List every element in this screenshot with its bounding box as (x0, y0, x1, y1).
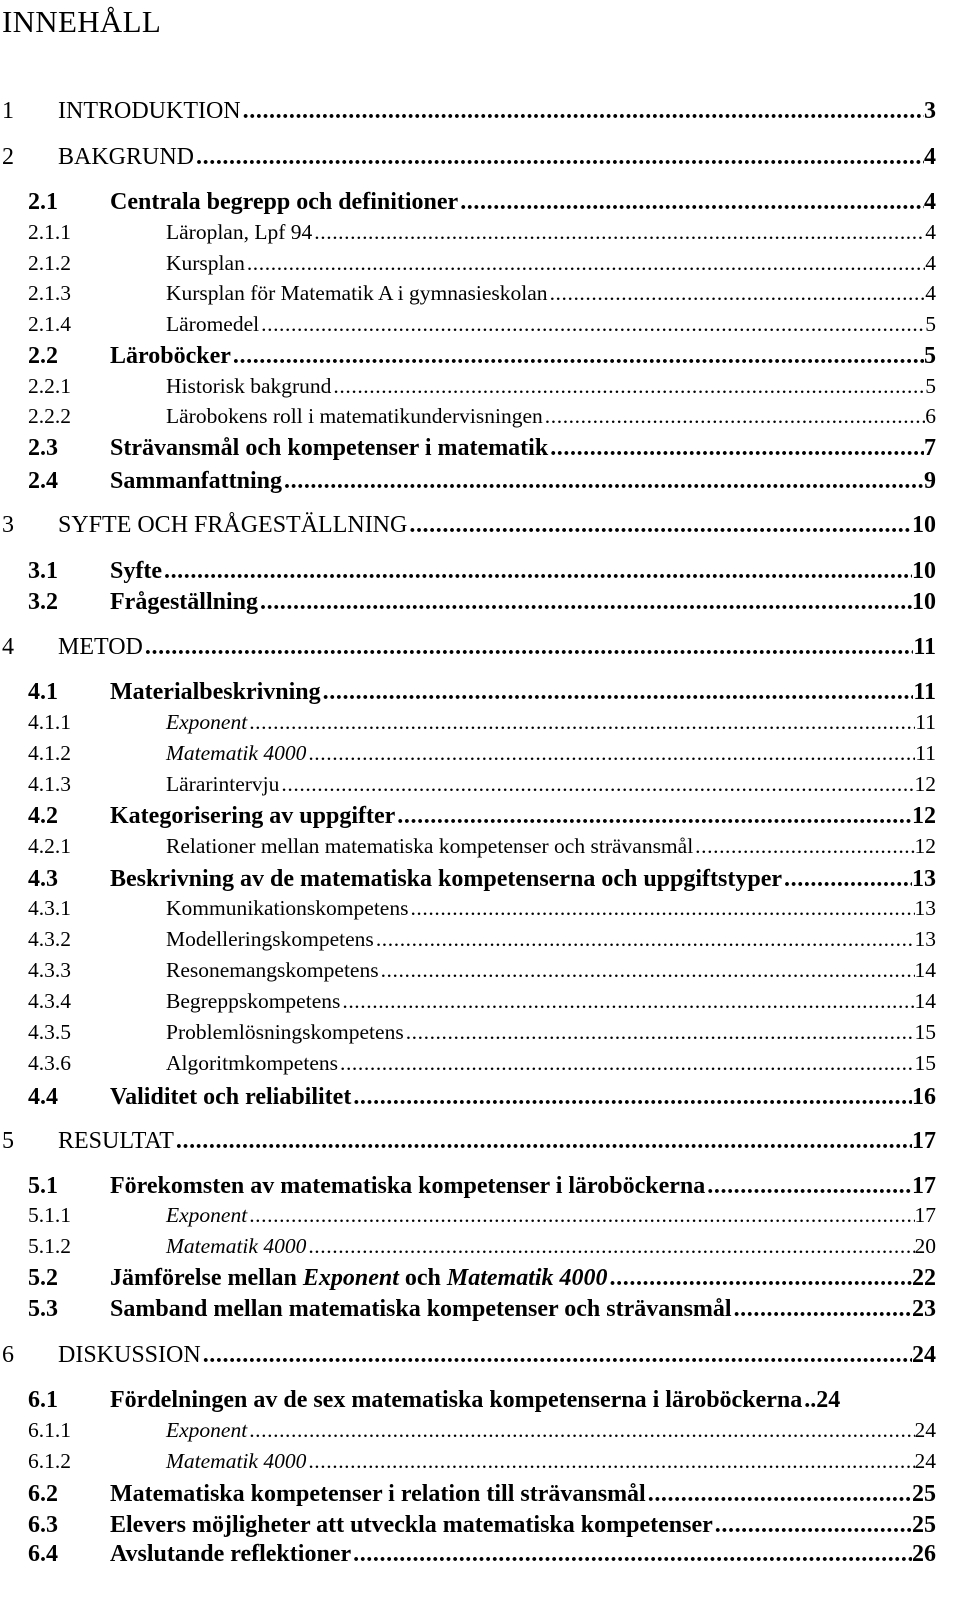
toc-entry[interactable] (28, 1173, 936, 1203)
toc-entry-title: DISKUSSION (58, 1342, 201, 1368)
toc-entry[interactable] (28, 589, 936, 619)
toc-page-number: 24 (912, 1342, 936, 1368)
toc-entry[interactable] (28, 1265, 936, 1295)
toc-entry-title-part: Jämförelse mellan (110, 1265, 303, 1291)
toc-entry[interactable] (28, 220, 936, 250)
toc-entry[interactable] (28, 958, 936, 988)
toc-entry-title-part: Matematik 4000 (446, 1265, 608, 1291)
toc-entry-number: 3.1 (28, 558, 58, 584)
toc-dot-leader (323, 679, 914, 706)
toc-page-number: 25 (912, 1481, 936, 1507)
toc-entry-number: 6 (2, 1342, 14, 1368)
toc-entry[interactable] (28, 1512, 936, 1542)
toc-entry-title: Sammanfattning (110, 468, 283, 494)
toc-entry[interactable] (2, 512, 936, 542)
toc-entry[interactable] (2, 144, 936, 174)
toc-dot-leader (308, 741, 915, 766)
toc-entry-title: Kursplan för Matematik A i gymnasieskolan (166, 281, 548, 305)
toc-entry[interactable] (28, 435, 936, 465)
toc-dot-leader (308, 1234, 914, 1259)
toc-dot-leader (314, 220, 925, 245)
toc-dot-leader (233, 343, 924, 370)
toc-page-number: 11 (915, 710, 936, 734)
toc-entry[interactable] (28, 710, 936, 740)
toc-entry[interactable] (2, 1342, 936, 1372)
toc-entry-number: 2.2 (28, 343, 58, 369)
toc-entry-number: 4.1 (28, 679, 58, 705)
toc-entry-title-part: och (398, 1265, 447, 1291)
toc-page-number: 4 (925, 281, 936, 305)
toc-entry-title: Begreppskompetens (166, 989, 341, 1013)
toc-entry[interactable] (28, 1084, 936, 1114)
toc-page-number: 23 (912, 1296, 936, 1322)
toc-entry-title: Elevers möjligheter att utveckla matematiska kompetenser (110, 1512, 713, 1538)
toc-entry-title: Historisk bakgrund (166, 374, 332, 398)
toc-entry[interactable] (28, 1234, 936, 1264)
toc-dot-leader (406, 1020, 915, 1045)
toc-entry-title: Kursplan (166, 251, 245, 275)
toc-entry-number: 4.3.4 (28, 989, 71, 1013)
toc-entry[interactable] (28, 1541, 936, 1571)
toc-entry[interactable] (28, 1203, 936, 1233)
toc-entry[interactable] (28, 1449, 936, 1479)
toc-page-number: 17 (912, 1128, 936, 1154)
page-title: INNEHÅLL (2, 4, 162, 39)
toc-entry-number: 4.1.1 (28, 710, 71, 734)
toc-entry-title: Matematiska kompetenser i relation till strävansmål (110, 1481, 646, 1507)
toc-entry-title: SYFTE OCH FRÅGESTÄLLNING (58, 512, 408, 538)
toc-dot-leader (261, 312, 925, 337)
toc-page-number: 26 (912, 1541, 936, 1567)
toc-entry-number: 6.4 (28, 1541, 58, 1567)
toc-entry-number: 2.2.2 (28, 404, 71, 428)
toc-entry-title: Kommunikationskompetens (166, 896, 409, 920)
toc-entry-number: 4.3 (28, 866, 58, 892)
toc-entry-number: 5.1 (28, 1173, 58, 1199)
toc-entry-number: 6.1.1 (28, 1418, 71, 1442)
toc-dot-leader (249, 710, 915, 735)
toc-page-number: 25 (912, 1512, 936, 1538)
toc-entry-number: 5.2 (28, 1265, 58, 1291)
toc-entry[interactable] (28, 189, 936, 219)
toc-entry-number: 2.1.2 (28, 251, 71, 275)
toc-entry-number: 2.1.4 (28, 312, 71, 336)
toc-page-number: 15 (914, 1051, 936, 1075)
toc-entry-title: Matematik 4000 (166, 741, 307, 765)
toc-dot-leader (196, 144, 924, 171)
toc-entry[interactable] (28, 834, 936, 864)
toc-page-number: 11 (913, 634, 936, 660)
toc-page-number: 10 (912, 512, 936, 538)
toc-page-number: 4 (925, 220, 936, 244)
toc-page-number: 12 (914, 772, 936, 796)
toc-entry-title: Matematik 4000 (166, 1449, 307, 1473)
toc-entry-title: Lärarintervju (166, 772, 280, 796)
toc-entry-title: Kategorisering av uppgifter (110, 803, 396, 829)
toc-dot-leader (281, 772, 914, 797)
toc-page-number: 4 (924, 189, 936, 215)
toc-entry-number: 6.2 (28, 1481, 58, 1507)
toc-entry[interactable] (28, 989, 936, 1019)
toc-entry[interactable] (28, 404, 936, 434)
toc-entry-title: Läroböcker (110, 343, 231, 369)
toc-page-number: 5 (924, 343, 936, 369)
toc-dot-leader (707, 1173, 912, 1200)
toc-page-number: 15 (914, 1020, 936, 1044)
toc-entry-title-part: Exponent (302, 1265, 399, 1291)
toc-entry-number: 2.4 (28, 468, 58, 494)
toc-dot-leader (308, 1449, 914, 1474)
toc-entry[interactable] (28, 1296, 936, 1326)
toc-entry-title: Modelleringskompetens (166, 927, 374, 951)
toc-entry[interactable] (28, 1051, 936, 1081)
toc-entry[interactable] (28, 468, 936, 498)
toc-entry[interactable] (28, 679, 936, 709)
toc-entry-number: 2.1.1 (28, 220, 71, 244)
toc-dot-leader (284, 468, 924, 495)
toc-dot-leader (249, 1418, 914, 1443)
toc-entry-title: Samband mellan matematiska kompetenser och strävansmål (110, 1296, 732, 1322)
toc-dot-leader (333, 374, 925, 399)
toc-page-number: 24 (816, 1387, 841, 1413)
toc-page-number: 5 (925, 374, 936, 398)
toc-entry-number: 5.1.2 (28, 1234, 71, 1258)
toc-entry-title: Avslutande reflektioner (110, 1541, 352, 1567)
toc-entry[interactable] (28, 312, 936, 342)
toc-dot-leader (340, 1051, 915, 1076)
toc-entry-number: 3.2 (28, 589, 58, 615)
toc-page-number: 14 (914, 958, 936, 982)
toc-dot-leader (249, 1203, 914, 1228)
toc-dot-leader (145, 634, 913, 661)
toc-dot-leader (247, 251, 925, 276)
toc-entry-number: 6.1.2 (28, 1449, 71, 1473)
toc-entry-title: Lärobokens roll i matematikundervisningen (166, 404, 543, 428)
toc-entry-number: 4.2.1 (28, 834, 71, 858)
toc-entry-title: Frågeställning (110, 589, 258, 615)
toc-entry-title (110, 1265, 610, 1292)
toc-entry-title: Strävansmål och kompetenser i matematik (110, 435, 549, 461)
toc-page-number: 13 (914, 927, 936, 951)
toc-entry-number: 2.2.1 (28, 374, 71, 398)
toc-entry-title: Validitet och reliabilitet (110, 1084, 352, 1110)
toc-dot-leader (243, 98, 924, 125)
toc-dot-leader (784, 866, 912, 893)
toc-dot-leader (610, 1265, 912, 1292)
toc-entry-number: 5 (2, 1128, 14, 1154)
toc-dot-leader (460, 189, 924, 216)
toc-page-number: 14 (914, 989, 936, 1013)
toc-entry[interactable] (2, 1128, 936, 1158)
toc-page-number: 3 (924, 98, 936, 124)
toc-entry[interactable] (28, 281, 936, 311)
toc-entry-title: Algoritmkompetens (166, 1051, 338, 1075)
toc-entry[interactable] (28, 803, 936, 833)
toc-page-number: 11 (915, 741, 936, 765)
toc-entry-title: Relationer mellan matematiska kompetenser och strävansmål (166, 834, 694, 858)
toc-entry-title: Beskrivning av de matematiska kompetenserna och uppgiftstyper (110, 866, 783, 892)
toc-entry-title: Förekomsten av matematiska kompetenser i läroböckerna (110, 1173, 706, 1199)
toc-entry-number: 5.3 (28, 1296, 58, 1322)
toc-entry[interactable] (28, 772, 936, 802)
toc-entry-number: 4.4 (28, 1084, 58, 1110)
toc-page-number: 20 (914, 1234, 936, 1258)
toc-page-number: 12 (914, 834, 936, 858)
toc-entry-title: Syfte (110, 558, 162, 584)
toc-entry[interactable] (28, 896, 936, 926)
toc-entry[interactable] (2, 98, 936, 128)
toc-entry-number: 3 (2, 512, 14, 538)
toc-entry-number: 4.2 (28, 803, 58, 829)
toc-dot-leader: .. (804, 1387, 817, 1413)
toc-page-number: 6 (925, 404, 936, 428)
toc-page-number: 16 (912, 1084, 936, 1110)
toc-entry[interactable] (28, 251, 936, 281)
toc-entry-number: 2.1.3 (28, 281, 71, 305)
toc-entry-title: BAKGRUND (58, 144, 195, 170)
toc-dot-leader (545, 404, 925, 429)
toc-dot-leader (410, 896, 914, 921)
toc-page-number: 9 (924, 468, 936, 494)
toc-page-number: 13 (914, 896, 936, 920)
toc-entry-title: Matematik 4000 (166, 1234, 307, 1258)
toc-entry-number: 4.3.2 (28, 927, 71, 951)
toc-page-number: 4 (925, 251, 936, 275)
toc-entry-title: INTRODUKTION (58, 98, 241, 124)
toc-entry-title: Exponent (166, 710, 248, 734)
toc-entry[interactable] (28, 558, 936, 588)
toc-entry-number: 4.3.3 (28, 958, 71, 982)
toc-entry-title: Exponent (166, 1203, 248, 1227)
toc-entry-number: 6.1 (28, 1387, 58, 1413)
toc-page-number: 4 (924, 144, 936, 170)
toc-dot-leader (353, 1084, 912, 1111)
toc-entry-title: Centrala begrepp och definitioner (110, 189, 459, 215)
toc-page-number: 11 (913, 679, 936, 705)
toc-page-number: 5 (925, 312, 936, 336)
toc-dot-leader (176, 1128, 912, 1155)
toc-dot-leader (550, 281, 926, 306)
toc-entry-number: 4.1.3 (28, 772, 71, 796)
toc-page-number: 24 (914, 1449, 936, 1473)
toc-entry-title: Exponent (166, 1418, 248, 1442)
toc-entry[interactable] (2, 634, 936, 664)
toc-entry-number: 2 (2, 144, 14, 170)
toc-dot-leader (734, 1296, 912, 1323)
toc-page-number: 10 (912, 589, 936, 615)
toc-entry[interactable] (28, 1481, 936, 1511)
toc-page-number: 13 (912, 866, 936, 892)
toc-entry-number: 2.1 (28, 189, 58, 215)
toc-dot-leader (648, 1481, 912, 1508)
toc-entry-number: 4.3.5 (28, 1020, 71, 1044)
toc-entry-number: 5.1.1 (28, 1203, 71, 1227)
toc-page-number: 17 (914, 1203, 936, 1227)
toc-entry-title: Läroplan, Lpf 94 (166, 220, 313, 244)
toc-page-number: 24 (914, 1418, 936, 1442)
toc-entry-number: 2.3 (28, 435, 58, 461)
toc-entry-number: 1 (2, 98, 14, 124)
toc-entry-title: Resonemangskompetens (166, 958, 379, 982)
toc-entry[interactable] (28, 927, 936, 957)
toc-entry-number: 6.3 (28, 1512, 58, 1538)
toc-entry[interactable] (28, 866, 936, 896)
toc-entry-number: 4.1.2 (28, 741, 71, 765)
toc-dot-leader (164, 558, 912, 585)
toc-dot-leader (550, 435, 924, 462)
toc-entry[interactable] (28, 741, 936, 771)
toc-entry-title: Materialbeskrivning (110, 679, 321, 705)
toc-page-number: 22 (912, 1265, 936, 1291)
toc-entry[interactable] (28, 374, 936, 404)
toc-dot-leader (260, 589, 912, 616)
toc-entry-title: Problemlösningskompetens (166, 1020, 404, 1044)
toc-entry[interactable] (28, 1020, 936, 1050)
toc-entry-title: RESULTAT (58, 1128, 174, 1154)
toc-entry-title: Fördelningen av de sex matematiska kompetenserna i läroböckerna (110, 1387, 803, 1413)
toc-entry[interactable] (28, 1387, 936, 1417)
toc-dot-leader (353, 1541, 912, 1568)
toc-page-number: 17 (912, 1173, 936, 1199)
toc-dot-leader (381, 958, 915, 983)
toc-entry[interactable] (28, 343, 936, 373)
toc-entry[interactable] (28, 1418, 936, 1448)
toc-entry-number: 4 (2, 634, 14, 660)
toc-dot-leader (695, 834, 914, 859)
toc-dot-leader (203, 1342, 912, 1369)
toc-entry-number: 4.3.1 (28, 896, 71, 920)
toc-entry-number: 4.3.6 (28, 1051, 71, 1075)
toc-dot-leader (715, 1512, 912, 1539)
toc-entry-title: Läromedel (166, 312, 260, 336)
toc-page-number: 7 (924, 435, 936, 461)
toc-page-number: 10 (912, 558, 936, 584)
toc-dot-leader (409, 512, 912, 539)
toc-entry-title: METOD (58, 634, 143, 660)
toc-page-number: 12 (912, 803, 936, 829)
toc-dot-leader (376, 927, 915, 952)
toc-dot-leader (342, 989, 914, 1014)
toc-dot-leader (397, 803, 912, 830)
